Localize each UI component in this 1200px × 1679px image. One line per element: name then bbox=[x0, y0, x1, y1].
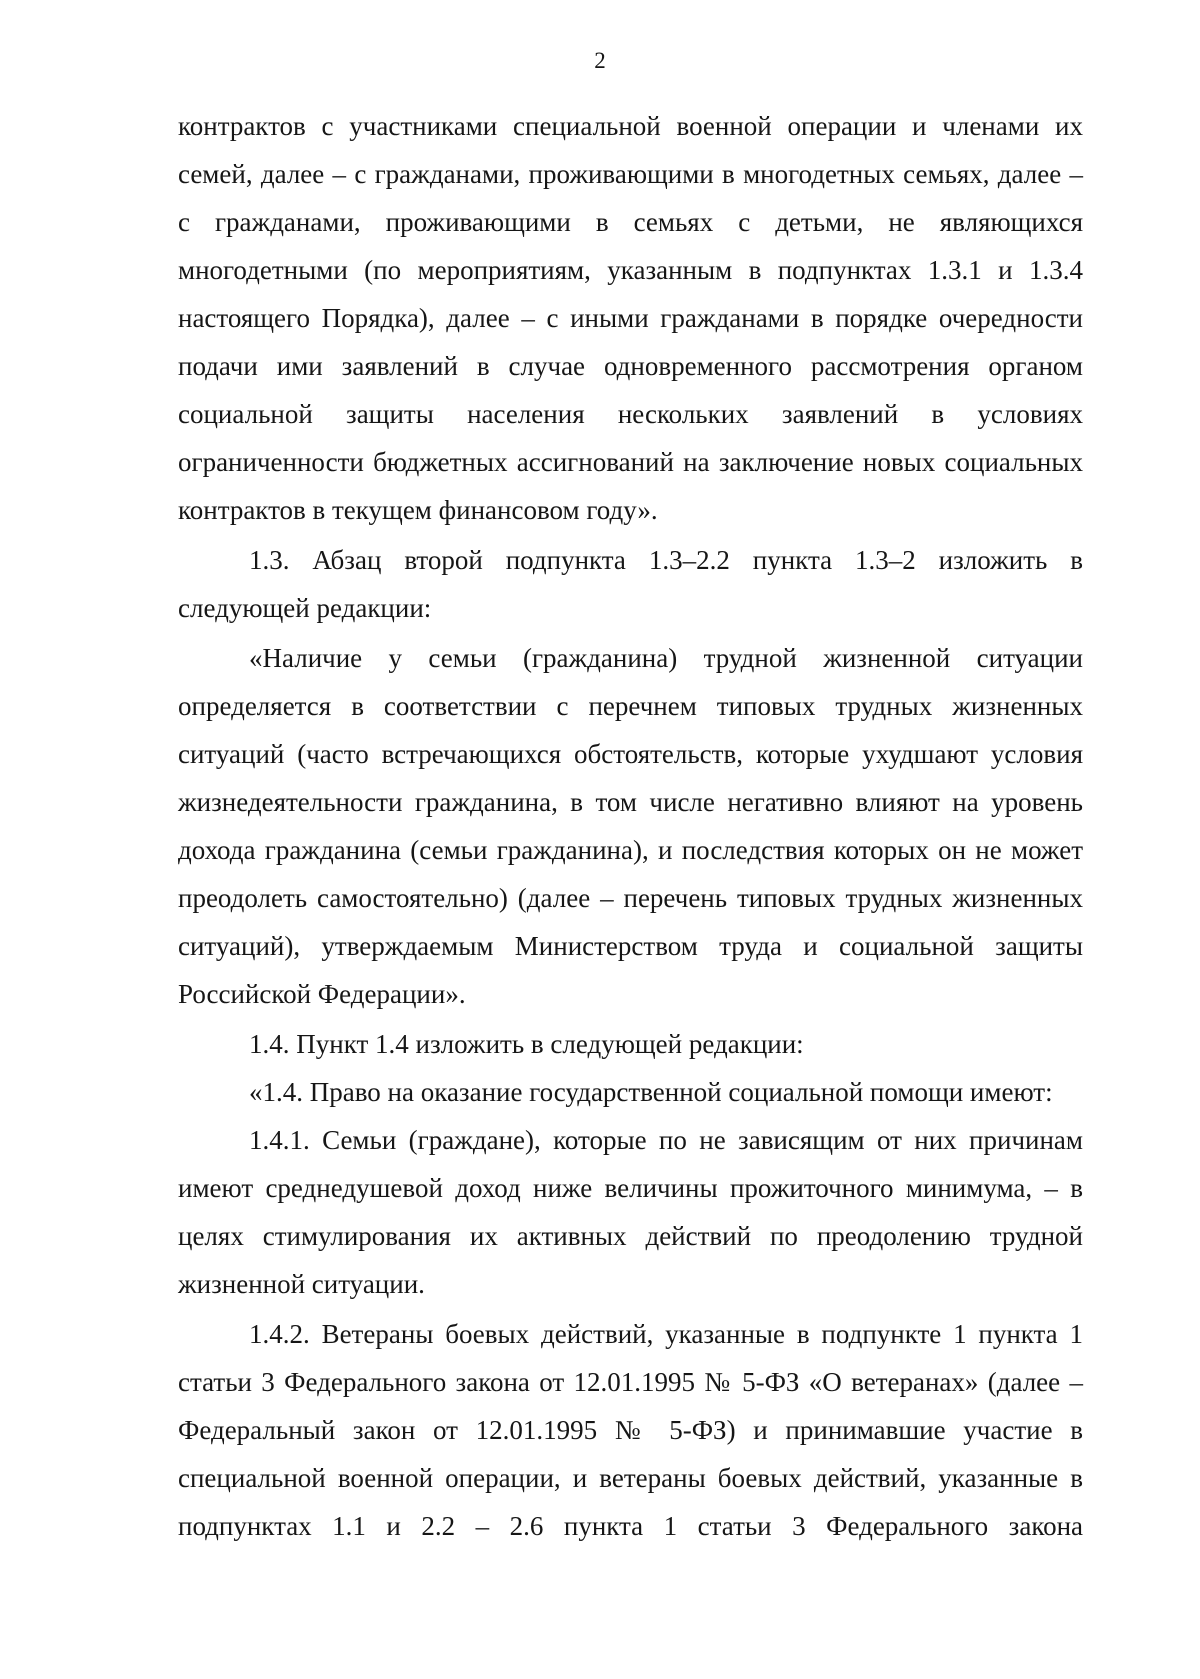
paragraph-1-4-1 bbox=[178, 1116, 1083, 1308]
paragraph-right-to-assistance bbox=[178, 1068, 1083, 1116]
text-line: настоящего Порядка), далее – с иными гражданами в порядке очередности bbox=[178, 303, 1083, 333]
text-line: Федеральный закон от 12.01.1995 № 5-ФЗ) и принимавшие участие в bbox=[178, 1415, 1083, 1445]
text-line: контрактов с участниками специальной военной операции и членами их bbox=[178, 111, 1083, 141]
text-line: ситуаций), утверждаемым Министерством труда и социальной защиты bbox=[178, 931, 1083, 961]
text-line: статьи 3 Федерального закона от 12.01.1995 № 5-ФЗ «О ветеранах» (далее – bbox=[178, 1367, 1083, 1397]
text-line: специальной военной операции, и ветераны боевых действий, указанные в bbox=[178, 1463, 1083, 1493]
text-line: дохода гражданина (семьи гражданина), и последствия которых он не может bbox=[178, 835, 1083, 865]
text-line: ситуаций (часто встречающихся обстоятельств, которые ухудшают условия bbox=[178, 739, 1083, 769]
text-line: жизненной ситуации. bbox=[178, 1269, 425, 1299]
text-line: 1.4.2. Ветераны боевых действий, указанные в подпункте 1 пункта 1 bbox=[249, 1319, 1083, 1349]
text-line: 1.4. Пункт 1.4 изложить в следующей редакции: bbox=[249, 1029, 804, 1059]
text-line: 1.3. Абзац второй подпункта 1.3–2.2 пункта 1.3–2 изложить в bbox=[249, 545, 1083, 575]
text-line: жизнедеятельности гражданина, в том числе негативно влияют на уровень bbox=[178, 787, 1083, 817]
text-line: семей, далее – с гражданами, проживающими в многодетных семьях, далее – bbox=[178, 159, 1083, 189]
page-number: 2 bbox=[594, 48, 606, 73]
document-body bbox=[178, 102, 1083, 1550]
text-line: определяется в соответствии с перечнем типовых трудных жизненных bbox=[178, 691, 1083, 721]
text-line: преодолеть самостоятельно) (далее – перечень типовых трудных жизненных bbox=[178, 883, 1083, 913]
text-line: ограниченности бюджетных ассигнований на заключение новых социальных bbox=[178, 447, 1083, 477]
paragraph-continuation bbox=[178, 102, 1083, 534]
text-line: контрактов в текущем финансовом году». bbox=[178, 495, 658, 525]
text-line: с гражданами, проживающими в семьях с детьми, не являющихся bbox=[178, 207, 1083, 237]
text-line: следующей редакции: bbox=[178, 593, 432, 623]
text-line: Российской Федерации». bbox=[178, 979, 466, 1009]
text-line: социальной защиты населения нескольких заявлений в условиях bbox=[178, 399, 1083, 429]
text-line: «1.4. Право на оказание государственной социальной помощи имеют: bbox=[249, 1077, 1053, 1107]
paragraph-quote-hardship bbox=[178, 634, 1083, 1018]
text-line: подачи ими заявлений в случае одновременного рассмотрения органом bbox=[178, 351, 1083, 381]
paragraph-1-4 bbox=[178, 1020, 1083, 1068]
text-line: подпунктах 1.1 и 2.2 – 2.6 пункта 1 статьи 3 Федерального закона bbox=[178, 1511, 1083, 1541]
text-line: имеют среднедушевой доход ниже величины прожиточного минимума, – в bbox=[178, 1173, 1083, 1203]
text-line: 1.4.1. Семьи (граждане), которые по не зависящим от них причинам bbox=[249, 1125, 1083, 1155]
paragraph-1-4-2 bbox=[178, 1310, 1083, 1550]
paragraph-1-3 bbox=[178, 536, 1083, 632]
text-line: «Наличие у семьи (гражданина) трудной жизненной ситуации bbox=[249, 643, 1083, 673]
text-line: целях стимулирования их активных действий по преодолению трудной bbox=[178, 1221, 1083, 1251]
text-line: многодетными (по мероприятиям, указанным в подпунктах 1.3.1 и 1.3.4 bbox=[178, 255, 1083, 285]
